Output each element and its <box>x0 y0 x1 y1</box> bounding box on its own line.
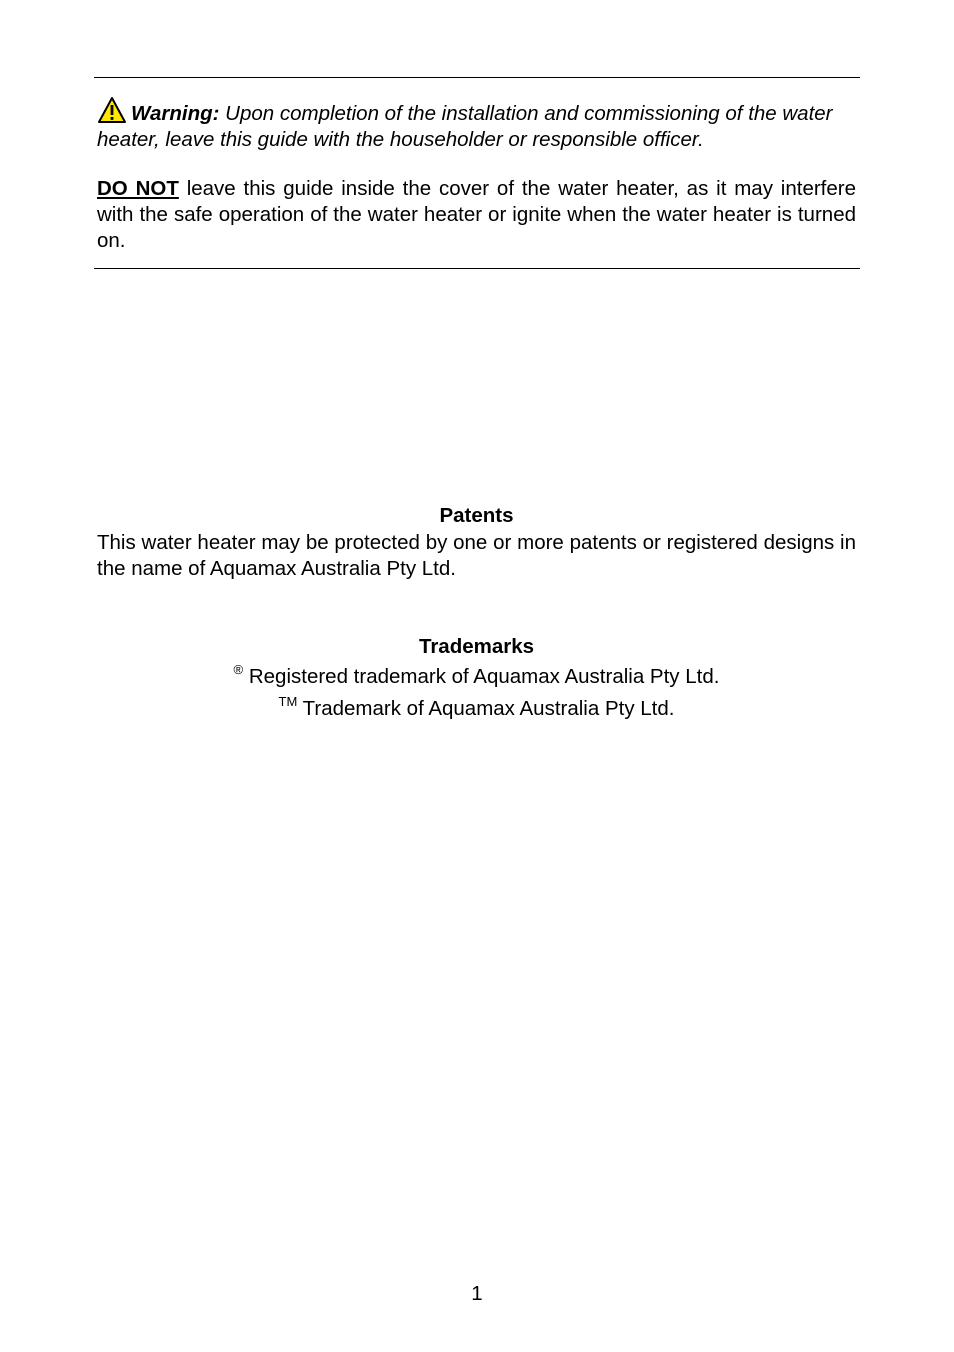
do-not-paragraph <box>97 176 856 254</box>
page-number: 1 <box>471 1282 483 1305</box>
trademark-text: Trademark of Aquamax Australia Pty Ltd. <box>297 697 675 720</box>
patents-heading: Patents <box>439 504 514 527</box>
top-divider <box>94 77 860 78</box>
warning-text: Upon completion of the installation and commissioning of the water heater, leave this guide with the householder or responsible officer. <box>97 102 833 151</box>
warning-triangle-icon <box>97 96 127 124</box>
registered-trademark-text: Registered trademark of Aquamax Australia Pty Ltd. <box>243 665 720 688</box>
warning-label: Warning: <box>131 102 220 125</box>
trademark-line <box>97 696 856 722</box>
tm-symbol: TM <box>278 694 298 709</box>
bottom-divider <box>94 268 860 269</box>
trademarks-heading: Trademarks <box>418 635 535 658</box>
patents-body: This water heater may be protected by one or more patents or registered designs in the name of Aquamax Australia Pty Ltd. <box>97 531 856 580</box>
registered-symbol: ® <box>233 662 244 677</box>
registered-trademark-line <box>97 664 856 690</box>
do-not-label: DO NOT <box>97 177 179 200</box>
do-not-text: leave this guide inside the cover of the water heater, as it may interfere with the safe operation of the water heater or ignite when the water heater is turned on. <box>97 177 856 252</box>
warning-paragraph <box>97 96 856 153</box>
